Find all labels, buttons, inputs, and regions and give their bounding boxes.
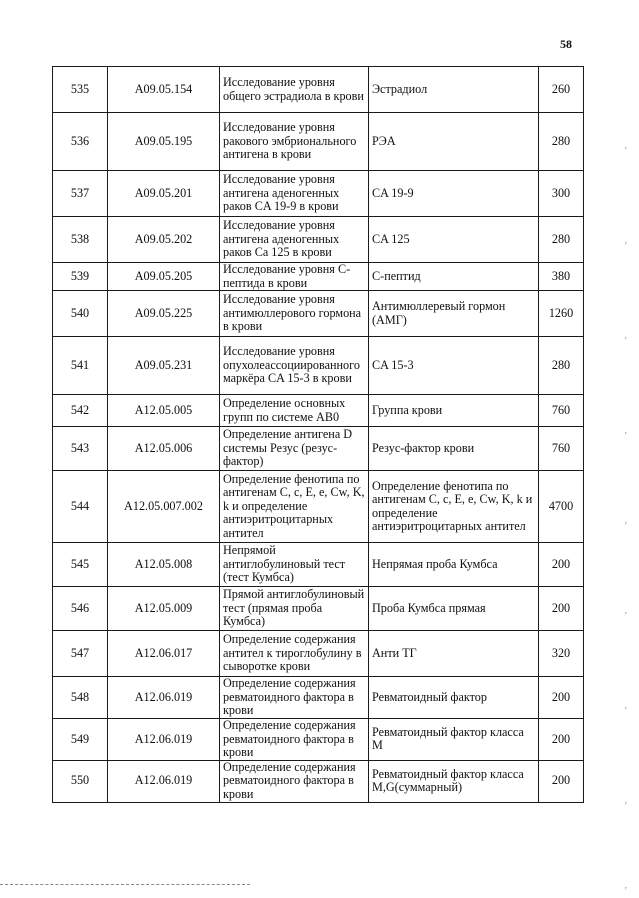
row-number: 548 xyxy=(53,677,108,719)
service-name: Проба Кумбса прямая xyxy=(369,587,539,631)
table-row xyxy=(53,631,584,677)
service-code: A12.05.008 xyxy=(108,543,220,587)
table-row xyxy=(53,543,584,587)
service-code: A09.05.201 xyxy=(108,171,220,217)
service-description: Прямой антиглобулиновый тест (прямая проба Кумбса) xyxy=(220,587,369,631)
row-number: 536 xyxy=(53,113,108,171)
service-description: Определение содержания ревматоидного фактора в крови xyxy=(220,760,369,802)
service-price: 760 xyxy=(539,395,584,427)
service-price: 260 xyxy=(539,67,584,113)
table-row xyxy=(53,427,584,471)
service-name: РЭА xyxy=(369,113,539,171)
table-row xyxy=(53,395,584,427)
service-code: A09.05.205 xyxy=(108,263,220,291)
service-price: 200 xyxy=(539,760,584,802)
margin-mark: ‚ xyxy=(624,235,628,246)
margin-mark: ‚ xyxy=(624,425,628,436)
row-number: 546 xyxy=(53,587,108,631)
service-price: 760 xyxy=(539,427,584,471)
row-number: 539 xyxy=(53,263,108,291)
row-number: 542 xyxy=(53,395,108,427)
service-price: 200 xyxy=(539,587,584,631)
table-row xyxy=(53,113,584,171)
service-name: CA 15-3 xyxy=(369,337,539,395)
margin-mark: ‚ xyxy=(624,795,628,806)
service-description: Определение основных групп по системе AB0 xyxy=(220,395,369,427)
service-code: A09.05.202 xyxy=(108,217,220,263)
table-row xyxy=(53,263,584,291)
service-price: 1260 xyxy=(539,291,584,337)
margin-mark: ‚ xyxy=(624,880,628,891)
service-description: Исследование уровня антигена аденогенных раков CA 19-9 в крови xyxy=(220,171,369,217)
service-name: Ревматоидный фактор класса M,G(суммарный) xyxy=(369,760,539,802)
service-name: Группа крови xyxy=(369,395,539,427)
row-number: 545 xyxy=(53,543,108,587)
service-description: Определение антигена D системы Резус (резус-фактор) xyxy=(220,427,369,471)
margin-mark: ‚ xyxy=(624,330,628,341)
service-code: A09.05.231 xyxy=(108,337,220,395)
row-number: 535 xyxy=(53,67,108,113)
service-name: Непрямая проба Кумбса xyxy=(369,543,539,587)
service-price: 300 xyxy=(539,171,584,217)
service-description: Исследование уровня антигена аденогенных раков Ca 125 в крови xyxy=(220,217,369,263)
service-description: Исследование уровня опухолеассоциированного маркёра CA 15-3 в крови xyxy=(220,337,369,395)
service-description: Исследование уровня антимюллерового гормона в крови xyxy=(220,291,369,337)
margin-mark: ‚ xyxy=(624,700,628,711)
service-name: Определение фенотипа по антигенам C, c, E, e, Cw, K, k и определение антиэритроцитарных антител xyxy=(369,471,539,543)
row-number: 537 xyxy=(53,171,108,217)
row-number: 550 xyxy=(53,760,108,802)
table-row xyxy=(53,217,584,263)
service-description: Исследование уровня ракового эмбрионального антигена в крови xyxy=(220,113,369,171)
margin-mark: ‚ xyxy=(624,140,628,151)
service-price: 380 xyxy=(539,263,584,291)
service-description: Определение фенотипа по антигенам C, c, E, e, Cw, K, k и определение антиэритроцитарных антител xyxy=(220,471,369,543)
row-number: 544 xyxy=(53,471,108,543)
service-price: 200 xyxy=(539,543,584,587)
row-number: 547 xyxy=(53,631,108,677)
service-name: Ревматоидный фактор класса M xyxy=(369,718,539,760)
service-name: CA 125 xyxy=(369,217,539,263)
table-row xyxy=(53,677,584,719)
service-code: A12.06.019 xyxy=(108,677,220,719)
table-row xyxy=(53,67,584,113)
table-body xyxy=(53,67,584,803)
service-name: С-пептид xyxy=(369,263,539,291)
margin-mark: ‚ xyxy=(624,605,628,616)
service-price: 280 xyxy=(539,337,584,395)
service-code: A09.05.154 xyxy=(108,67,220,113)
service-price: 200 xyxy=(539,677,584,719)
table-row xyxy=(53,291,584,337)
table-row xyxy=(53,760,584,802)
service-name: Анти ТГ xyxy=(369,631,539,677)
service-name: CA 19-9 xyxy=(369,171,539,217)
service-price: 200 xyxy=(539,718,584,760)
row-number: 543 xyxy=(53,427,108,471)
service-price: 280 xyxy=(539,113,584,171)
service-code: A12.05.007.002 xyxy=(108,471,220,543)
service-name: Резус-фактор крови xyxy=(369,427,539,471)
table-row xyxy=(53,587,584,631)
service-name: Антимюллеревый гормон (АМГ) xyxy=(369,291,539,337)
footer-divider xyxy=(0,884,250,885)
table-row xyxy=(53,718,584,760)
service-code: A09.05.195 xyxy=(108,113,220,171)
table-row xyxy=(53,337,584,395)
service-code: A09.05.225 xyxy=(108,291,220,337)
service-description: Определение содержания ревматоидного фактора в крови xyxy=(220,718,369,760)
service-code: A12.06.019 xyxy=(108,760,220,802)
service-code: A12.06.017 xyxy=(108,631,220,677)
row-number: 549 xyxy=(53,718,108,760)
page-number: 58 xyxy=(560,37,572,51)
table-row xyxy=(53,171,584,217)
service-name: Эстрадиол xyxy=(369,67,539,113)
service-description: Определение содержания антител к тироглобулину в сыворотке крови xyxy=(220,631,369,677)
service-code: A12.05.009 xyxy=(108,587,220,631)
row-number: 541 xyxy=(53,337,108,395)
margin-mark: ‚ xyxy=(624,515,628,526)
service-price: 320 xyxy=(539,631,584,677)
service-description: Непрямой антиглобулиновый тест (тест Кумбса) xyxy=(220,543,369,587)
table-row xyxy=(53,471,584,543)
row-number: 540 xyxy=(53,291,108,337)
service-code: A12.06.019 xyxy=(108,718,220,760)
service-description: Исследование уровня общего эстрадиола в крови xyxy=(220,67,369,113)
service-code: A12.05.006 xyxy=(108,427,220,471)
service-description: Исследование уровня С-пептида в крови xyxy=(220,263,369,291)
service-description: Определение содержания ревматоидного фактора в крови xyxy=(220,677,369,719)
service-code: A12.05.005 xyxy=(108,395,220,427)
service-name: Ревматоидный фактор xyxy=(369,677,539,719)
price-table xyxy=(52,66,584,803)
service-price: 280 xyxy=(539,217,584,263)
service-price: 4700 xyxy=(539,471,584,543)
row-number: 538 xyxy=(53,217,108,263)
